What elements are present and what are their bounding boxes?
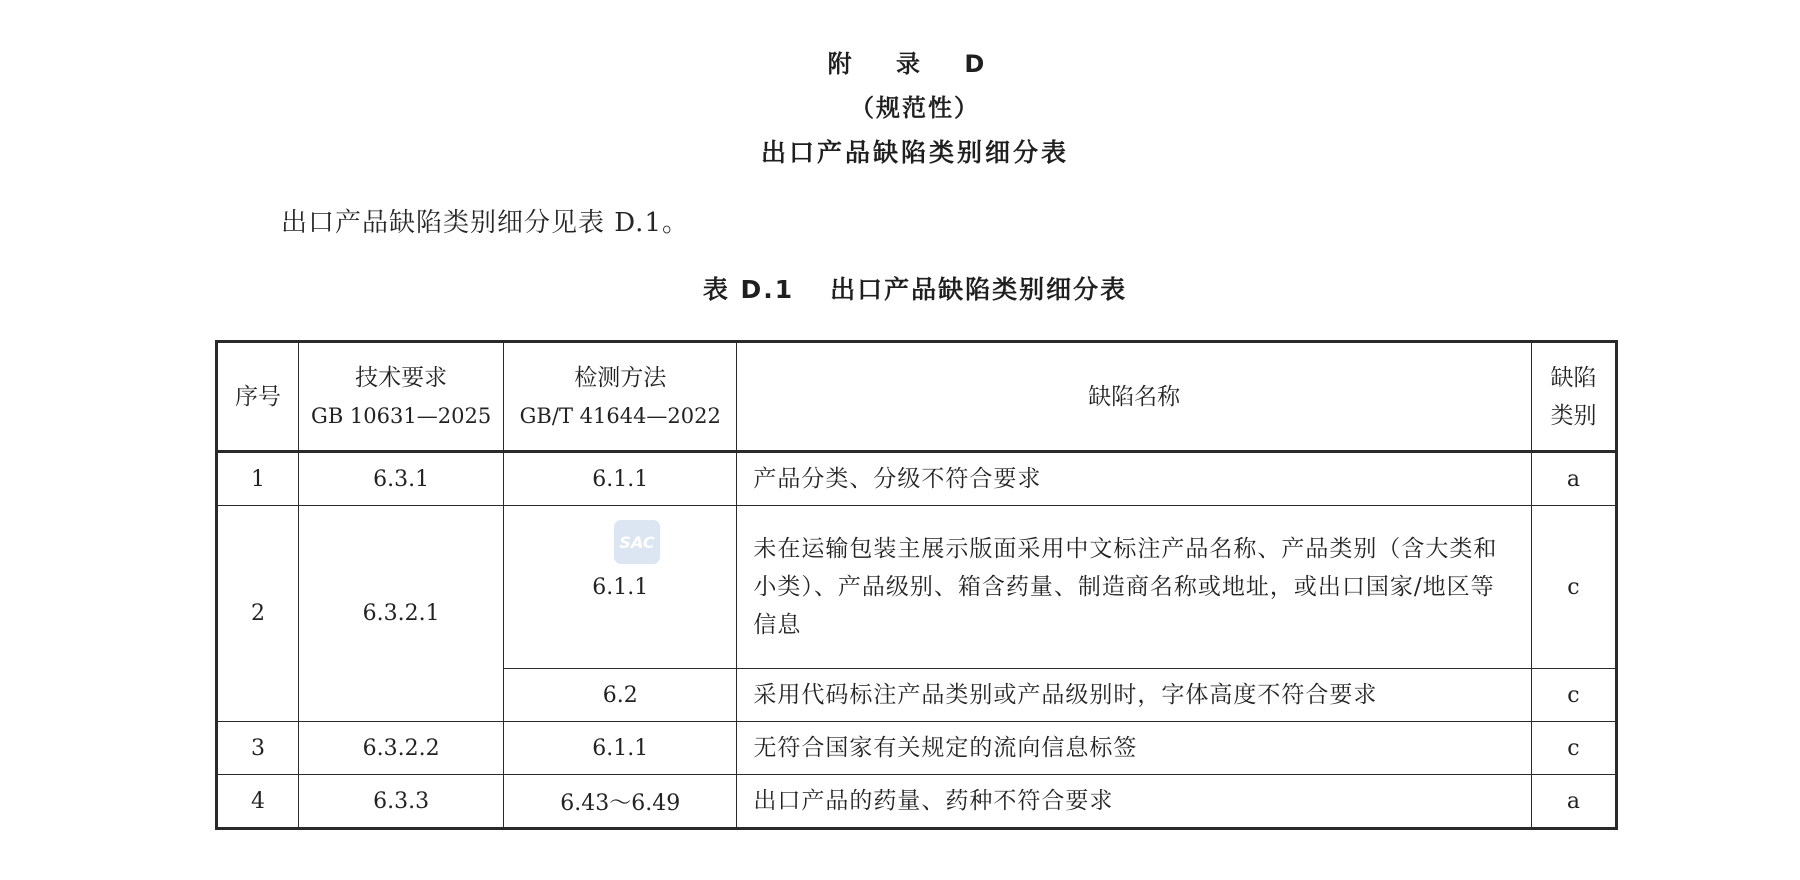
cell-tech: 6.3.2.2 [299,722,504,775]
header-category-line1: 缺陷 [1550,364,1597,391]
table-row [217,452,1617,506]
sac-logo-icon [612,518,662,566]
cell-method-value: 6.1.1 [592,574,649,600]
header-defect-category [1531,342,1616,452]
sac-logo-text: SAC [619,533,655,552]
cell-tech: 6.3.1 [299,452,504,506]
header-tech-req-label: 技术要求 [355,364,448,391]
header-category-line2: 类别 [1550,402,1597,429]
table-caption-number: 表 D.1 [702,275,795,304]
cell-seq: 4 [217,775,299,829]
header-tech-req-standard: GB 10631—2025 [311,403,492,428]
table-row [217,506,1617,669]
header-method-label: 检测方法 [574,364,667,391]
cell-category: c [1531,506,1616,669]
cell-seq: 3 [217,722,299,775]
header-test-method [504,342,737,452]
table-row [217,722,1617,775]
table-row [217,775,1617,829]
header-tech-requirement [299,342,504,452]
appendix-type: （规范性） [850,94,980,122]
cell-category: c [1531,669,1616,722]
table-caption-title: 出口产品缺陷类别细分表 [830,275,1128,304]
cell-category: a [1531,775,1616,829]
table-header-row [217,342,1617,452]
cell-method: 6.43～6.49 [504,775,737,829]
cell-defect-name: 无符合国家有关规定的流向信息标签 [737,722,1532,775]
cell-method: 6.1.1 [504,722,737,775]
cell-tech: 6.3.3 [299,775,504,829]
appendix-title: 出口产品缺陷类别细分表 [760,138,1069,167]
cell-defect-name: 未在运输包装主展示版面采用中文标注产品名称、产品类别（含大类和小类）、产品级别、箱含药量、制造商名称或地址，或出口国家/地区等信息 [737,506,1532,669]
cell-method-with-watermark [504,506,737,669]
table-caption [0,270,1800,306]
cell-seq: 1 [217,452,299,506]
header-defect-name: 缺陷名称 [737,342,1532,452]
cell-defect-name: 产品分类、分级不符合要求 [737,452,1532,506]
cell-method: 6.1.1 [504,452,737,506]
cell-seq: 2 [217,506,299,722]
cell-category: c [1531,722,1616,775]
header-seq: 序号 [217,342,299,452]
cell-category: a [1531,452,1616,506]
cell-tech: 6.3.2.1 [299,506,504,722]
cell-defect-name: 采用代码标注产品类别或产品级别时，字体高度不符合要求 [737,669,1532,722]
defect-category-table [215,340,1618,830]
intro-paragraph: 出口产品缺陷类别细分见表 D.1。 [281,208,689,238]
appendix-label: 附 录 D [827,50,1003,78]
cell-method: 6.2 [504,669,737,722]
cell-defect-name: 出口产品的药量、药种不符合要求 [737,775,1532,829]
header-method-standard: GB/T 41644—2022 [519,403,721,428]
